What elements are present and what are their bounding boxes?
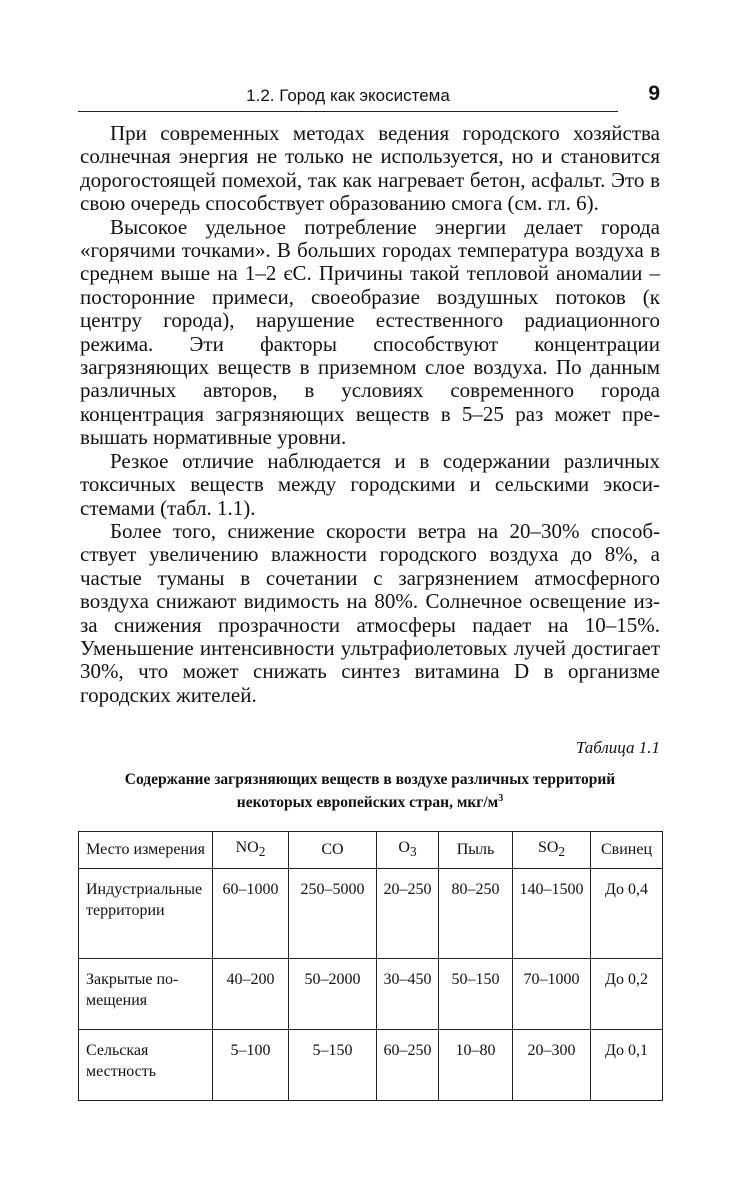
cell-lead: До 0,2 [591,959,663,1030]
cell-so2: 70–1000 [513,959,591,1030]
cell-o3: 20–250 [377,869,439,959]
header-place: Место измерения [79,832,213,869]
cell-so2: 140–1500 [513,869,591,959]
paragraph: При современных методах ведения городского хозяйства солнечная энергия не только не используется, но и становится дорогостоящей помехой, так как нагревает бетон, асфальт. Это в свою очередь способствует образованию смога (см. гл. 6). [80,121,660,216]
header-o3-sub: 3 [409,844,417,860]
table-header-row [79,832,663,869]
cell-place: Сельская местность [79,1030,213,1101]
cell-place: Закрытые помещения [79,959,213,1030]
header-so2 [513,832,591,869]
header-no2 [213,832,289,869]
cell-lead: До 0,1 [591,1030,663,1101]
cell-lead: До 0,4 [591,869,663,959]
pollutant-table [78,831,663,1101]
paragraph: Высокое удельное потребление энергии делает города «горячими точками». В больших городах температура воздуха в среднем выше на 1–2 єС. Причины такой тепловой аномалии – посторонние примеси, своеобразие воздушных потоков (к центру города), нарушение естественного радиационного режима. Эти факторы способствуют концентрации загрязняющих веществ в приземном слое воздуха. По данным различных авторов, в условиях современного города концентрация загрязняющих веществ в 5–25 раз может превышать нормативные уровни. [80,214,660,450]
page-number: 9 [648,82,660,105]
header-so2-sub: 2 [558,844,566,860]
cell-dust: 50–150 [439,959,513,1030]
table-title-line [80,789,660,812]
table-row [79,959,663,1030]
table-row [79,869,663,959]
header-no2-sub: 2 [258,844,266,860]
body-text [80,122,660,707]
running-head: 1.2. Город как экосистема [78,86,618,112]
cell-o3: 30–450 [377,959,439,1030]
header-no2-base: NO [235,839,259,857]
header-so2-base: SO [537,839,559,857]
paragraph: Более того, снижение скорости ветра на 20–30% способствует увеличению влажности городского воздуха до 8%, а частые туманы в сочетании с загрязнением атмосферного воздуха снижают видимость на 80%. Солнечное освещение из-за снижения прозрачности атмосферы падает на 10–15%. Уменьшение интенсивности ультрафиолетовых лучей достигает 30%, что может снижать синтез витамина D в организме городских жителей. [80,518,660,707]
cell-place: Индустриальные территории [79,869,213,959]
page-header [78,78,660,112]
cell-co: 50–2000 [289,959,377,1030]
cell-so2: 20–300 [513,1030,591,1101]
paragraph: Резкое отличие наблюдается и в содержании различных токсичных веществ между городскими и сельскими экосистемами (табл. 1.1). [80,448,660,520]
cell-o3: 60–250 [377,1030,439,1101]
cell-dust: 80–250 [439,869,513,959]
cell-co: 5–150 [289,1030,377,1101]
cell-co: 250–5000 [289,869,377,959]
table-title-text: некоторых европейских стран, мкг/м [236,794,499,812]
table-label: Таблица 1.1 [575,738,660,757]
header-o3 [377,832,439,869]
table-title-line: Содержание загрязняющих веществ в воздухе различных территорий [124,771,616,788]
header-o3-base: O [398,839,410,857]
cell-no2: 40–200 [213,959,289,1030]
cell-dust: 10–80 [439,1030,513,1101]
header-co: CO [289,832,377,869]
cell-no2: 5–100 [213,1030,289,1101]
header-lead: Свинец [591,832,663,869]
header-dust: Пыль [439,832,513,869]
table-title [80,770,660,812]
cell-no2: 60–1000 [213,869,289,959]
table-title-superscript: 3 [498,793,504,804]
table-row [79,1030,663,1101]
